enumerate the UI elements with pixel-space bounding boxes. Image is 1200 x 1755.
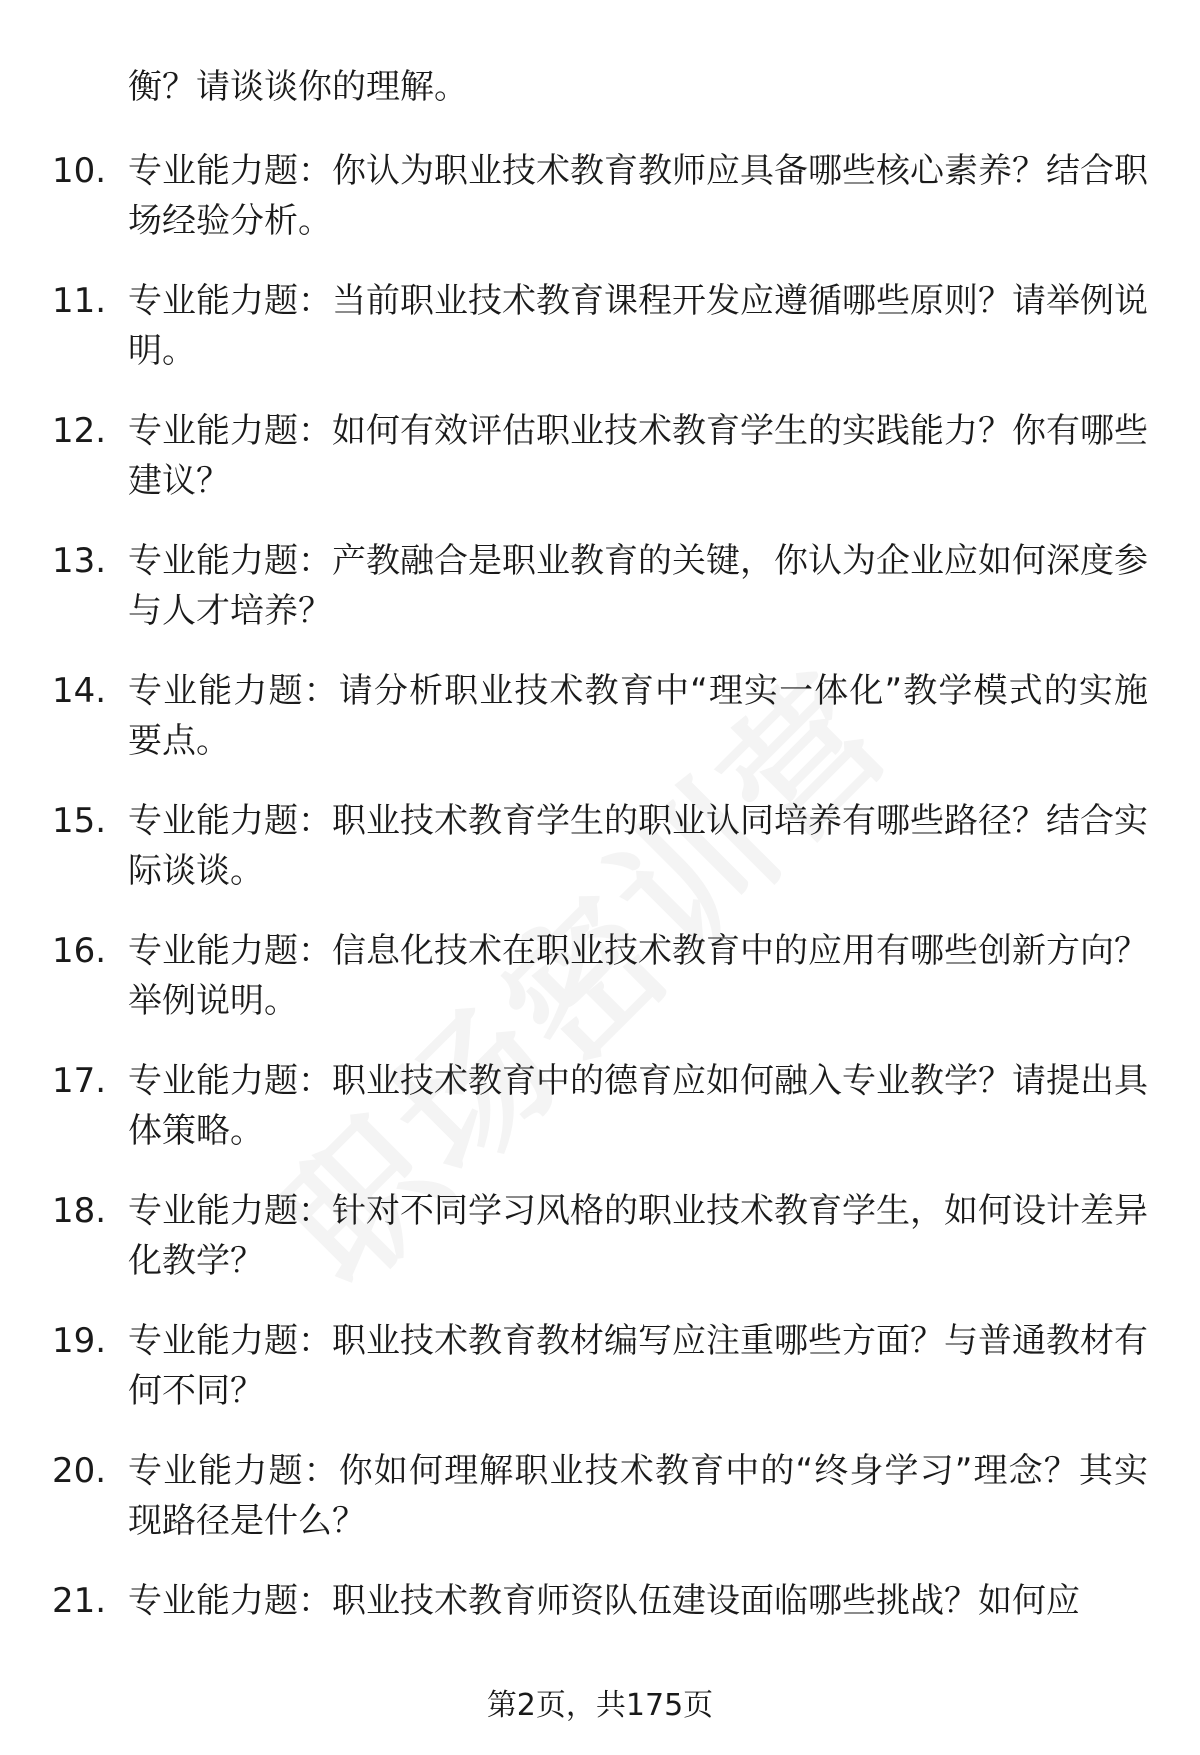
question-text: 专业能力题：产教融合是职业教育的关键，你认为企业应如何深度参与人才培养？	[128, 541, 1148, 631]
question-text: 专业能力题：当前职业技术教育课程开发应遵循哪些原则？请举例说明。	[128, 281, 1148, 371]
question-text: 专业能力题：请分析职业技术教育中“理实一体化”教学模式的实施要点。	[128, 671, 1148, 761]
question-number: 14.	[52, 671, 107, 711]
list-item	[0, 796, 1200, 926]
page-footer: 第2页，共175页	[486, 1688, 714, 1723]
question-number: 13.	[52, 541, 107, 581]
question-number: 20.	[52, 1451, 107, 1491]
list-item	[0, 926, 1200, 1056]
question-number: 17.	[52, 1061, 107, 1101]
list-item	[0, 1056, 1200, 1186]
list-item	[0, 1186, 1200, 1316]
list-item	[0, 146, 1200, 276]
list-item	[0, 1446, 1200, 1576]
question-text: 专业能力题：职业技术教育师资队伍建设面临哪些挑战？如何应	[128, 1581, 1080, 1621]
question-text: 专业能力题：职业技术教育中的德育应如何融入专业教学？请提出具体策略。	[128, 1061, 1148, 1151]
question-number: 12.	[52, 411, 107, 451]
list-item	[0, 666, 1200, 796]
question-text: 专业能力题：你认为职业技术教育教师应具备哪些核心素养？结合职场经验分析。	[128, 151, 1148, 241]
question-text: 专业能力题：职业技术教育学生的职业认同培养有哪些路径？结合实际谈谈。	[128, 801, 1148, 891]
list-item	[0, 406, 1200, 536]
continued-text: 衡？请谈谈你的理解。	[128, 67, 468, 107]
question-number: 10.	[52, 151, 107, 191]
question-number: 18.	[52, 1191, 107, 1231]
question-text: 专业能力题：针对不同学习风格的职业技术教育学生，如何设计差异化教学？	[128, 1191, 1148, 1281]
question-number: 21.	[52, 1581, 107, 1621]
question-text: 专业能力题：如何有效评估职业技术教育学生的实践能力？你有哪些建议？	[128, 411, 1148, 501]
question-text: 专业能力题：你如何理解职业技术教育中的“终身学习”理念？其实现路径是什么？	[128, 1451, 1148, 1541]
question-text: 专业能力题：职业技术教育教材编写应注重哪些方面？与普通教材有何不同？	[128, 1321, 1148, 1411]
list-item	[0, 536, 1200, 666]
question-text: 专业能力题：信息化技术在职业技术教育中的应用有哪些创新方向？举例说明。	[128, 931, 1148, 1021]
question-number: 16.	[52, 931, 107, 971]
question-number: 15.	[52, 801, 107, 841]
question-number: 19.	[52, 1321, 107, 1361]
question-number: 11.	[52, 281, 107, 321]
list-item	[0, 276, 1200, 406]
question-list	[0, 146, 1200, 1706]
list-item	[0, 1316, 1200, 1446]
